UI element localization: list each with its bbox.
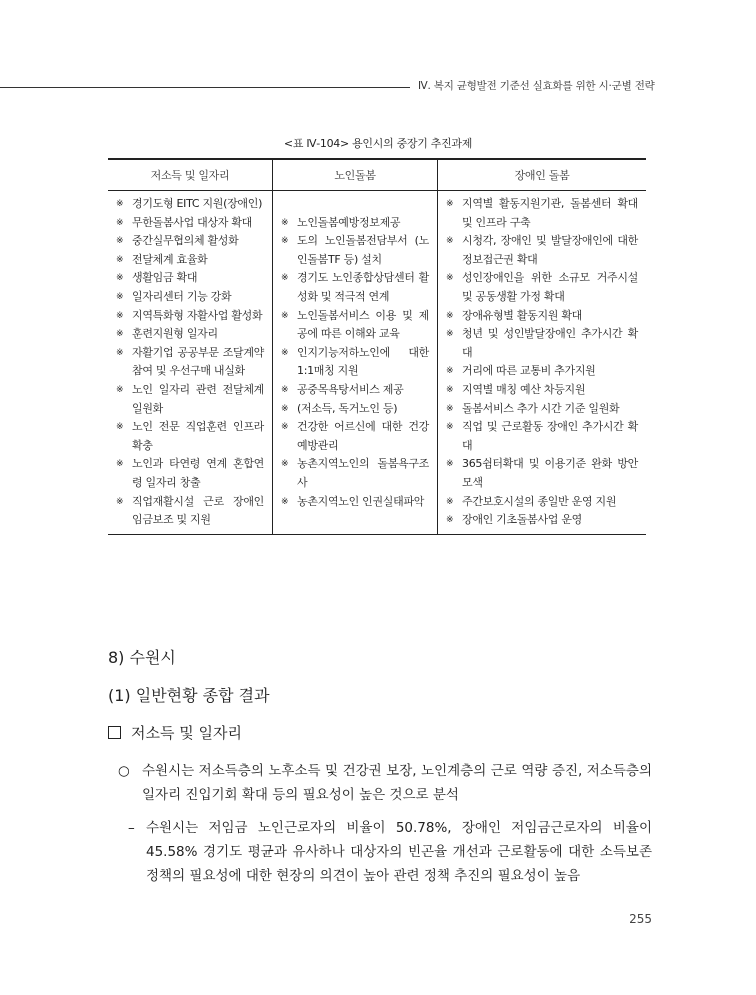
list-item: ※ 노인돌봄서비스 이용 및 제공에 따른 이해와 교육 — [281, 307, 429, 344]
subsection-title: (1) 일반현황 종합 결과 — [108, 686, 270, 705]
summary-text: 수원시는 저소득층의 노후소득 및 건강권 보장, 노인계층의 근로 역량 증진, 저소득층의 일자리 진입기회 확대 등의 필요성이 높은 것으로 분석 — [142, 763, 652, 803]
running-title: Ⅳ. 복지 균형발전 기준선 실효화를 위한 시·군별 전략 — [418, 80, 655, 92]
list-item: ※ 직업재활시설 근로 장애인 임금보조 및 지원 — [116, 493, 264, 530]
column-header-low-income: 저소득 및 일자리 — [108, 159, 273, 191]
dash-bullet-icon: – — [128, 820, 135, 836]
table-caption: <표 Ⅳ-104> 용인시의 중장기 추진과제 — [283, 137, 473, 150]
detail-text: 수원시는 저임금 노인근로자의 비율이 50.78%, 장애인 저임금근로자의 비율이 45.58% 경기도 평균과 유사하나 대상자의 빈곤율 개선과 근로활동에 대한 소득보존 정책의 필요성에 대한 현장의 의견이 높아 관련 정책 추진의 필요성이 높음 — [146, 820, 652, 884]
cell-low-income — [108, 191, 273, 535]
list-item: ※ 건강한 어르신에 대한 건강 예방관리 — [281, 418, 429, 455]
table-row — [108, 191, 646, 535]
square-bullet-icon — [108, 726, 121, 739]
list-item: ※ 생활임금 확대 — [116, 269, 264, 288]
list-item: ※ 도의 노인돌봄전담부서 (노인돌봄TF 등) 설치 — [281, 232, 429, 269]
list-low-income — [116, 195, 264, 530]
list-item: ※ 365쉼터확대 및 이용기준 완화 방안 모색 — [446, 455, 638, 492]
list-item: ※ 노인 일자리 관련 전달체계 일원화 — [116, 381, 264, 418]
list-item: ※ 직업 및 근로활동 장애인 추가시간 확대 — [446, 418, 638, 455]
list-item: ※ 훈련지원형 일자리 — [116, 325, 264, 344]
box-heading — [108, 722, 242, 743]
list-item: ※ 거리에 따른 교통비 추가지원 — [446, 362, 638, 381]
list-disability-care — [446, 195, 638, 530]
list-item: ※ 주간보호시설의 종일반 운영 지원 — [446, 493, 638, 512]
cell-disability-care — [438, 191, 647, 535]
list-item: ※ 지역특화형 자활사업 활성화 — [116, 307, 264, 326]
box-heading-label: 저소득 및 일자리 — [131, 724, 242, 742]
list-item: ※ 중간실무협의체 활성화 — [116, 232, 264, 251]
list-item: ※ 노인 전문 직업훈련 인프라 확충 — [116, 418, 264, 455]
header-rule — [0, 87, 410, 88]
list-item: ※ 돌봄서비스 추가 시간 기준 일원화 — [446, 400, 638, 419]
list-item: ※ (저소득, 독거노인 등) — [281, 400, 429, 419]
section-title: 8) 수원시 — [108, 648, 176, 667]
list-item: ※ 청년 및 성인발달장애인 추가시간 확대 — [446, 325, 638, 362]
detail-paragraph — [128, 816, 652, 888]
list-item: ※ 공중목욕탕서비스 제공 — [281, 381, 429, 400]
list-item: ※ 일자리센터 기능 강화 — [116, 288, 264, 307]
list-item: ※ 장애인 기초돌봄사업 운영 — [446, 511, 638, 530]
list-item: ※ 성인장애인을 위한 소규모 거주시설 및 공동생활 가정 확대 — [446, 269, 638, 306]
list-item: ※ 전달체계 효율화 — [116, 251, 264, 270]
list-item: ※ 무한돌봄사업 대상자 확대 — [116, 214, 264, 233]
circle-bullet-icon: ○ — [118, 763, 130, 779]
strategy-table — [108, 158, 646, 535]
list-item: ※ 노인과 타연령 연계 혼합연령 일자리 창출 — [116, 455, 264, 492]
table-header-row — [108, 159, 646, 191]
list-item: ※ 경기도 노인종합상담센터 활성화 및 적극적 연계 — [281, 269, 429, 306]
list-elder-care — [281, 214, 429, 512]
list-item: ※ 시청각, 장애인 및 발달장애인에 대한 정보접근권 확대 — [446, 232, 638, 269]
list-item: ※ 지역별 활동지원기관, 돌봄센터 확대 및 인프라 구축 — [446, 195, 638, 232]
column-header-disability-care: 장애인 돌봄 — [438, 159, 647, 191]
page-number: 255 — [629, 912, 652, 926]
list-item: ※ 인지기능저하노인에 대한 1:1매칭 지원 — [281, 344, 429, 381]
list-item: ※ 지역별 매칭 예산 차등지원 — [446, 381, 638, 400]
list-item: ※ 자활기업 공공부문 조달계약 참여 및 우선구매 내실화 — [116, 344, 264, 381]
list-item: ※ 장애유형별 활동지원 확대 — [446, 307, 638, 326]
list-item: ※ 경기도형 EITC 지원(장애인) — [116, 195, 264, 214]
list-item: ※ 농촌지역노인의 돌봄욕구조사 — [281, 455, 429, 492]
list-item: ※ 농촌지역노인 인권실태파악 — [281, 493, 429, 512]
cell-elder-care — [273, 191, 438, 535]
summary-paragraph — [118, 759, 652, 807]
list-item: ※ 노인돌봄예방정보제공 — [281, 214, 429, 233]
column-header-elder-care: 노인돌봄 — [273, 159, 438, 191]
